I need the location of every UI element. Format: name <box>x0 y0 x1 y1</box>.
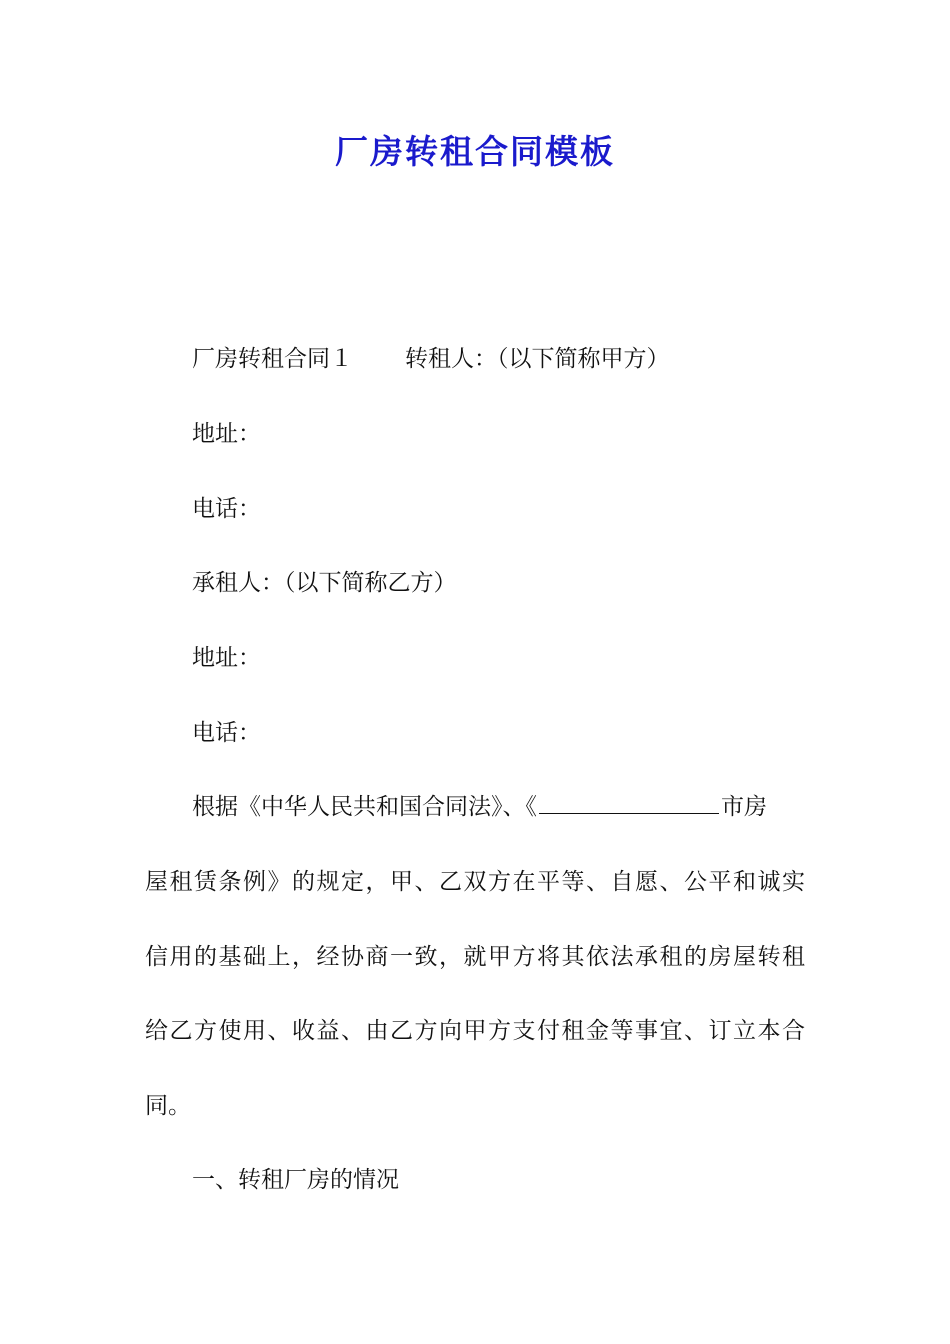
paragraph-line-3: 信用的基础上，经协商一致，就甲方将其依法承租的房屋转租 <box>145 944 805 970</box>
lessor-label: 转租人：（以下简称甲方） <box>405 346 670 372</box>
paragraph-line-1 <box>192 789 767 825</box>
lessee-address-label: 地址： <box>192 645 261 671</box>
lessee-label: 承租人：（以下简称乙方） <box>192 570 457 596</box>
lessee-phone-label: 电话： <box>192 720 261 746</box>
paragraph-line-4: 给乙方使用、收益、由乙方向甲方支付租金等事宜、订立本合 <box>145 1018 805 1044</box>
paragraph-line-2: 屋租赁条例》的规定，甲、乙双方在平等、自愿、公平和诚实 <box>145 869 805 895</box>
paragraph-text: 市房 <box>721 794 767 820</box>
lessor-phone-label: 电话： <box>192 496 261 522</box>
paragraph-text: 根据《中华人民共和国合同法》、《 <box>192 794 537 820</box>
document-title: 厂房转租合同模板 <box>335 132 615 171</box>
paragraph-line-5: 同。 <box>145 1093 191 1119</box>
fill-in-blank <box>539 791 719 814</box>
contract-number: 厂房转租合同１ <box>192 346 353 372</box>
lessor-address-label: 地址： <box>192 421 261 447</box>
header-line <box>192 341 670 377</box>
section-heading: 一、转租厂房的情况 <box>192 1167 399 1193</box>
